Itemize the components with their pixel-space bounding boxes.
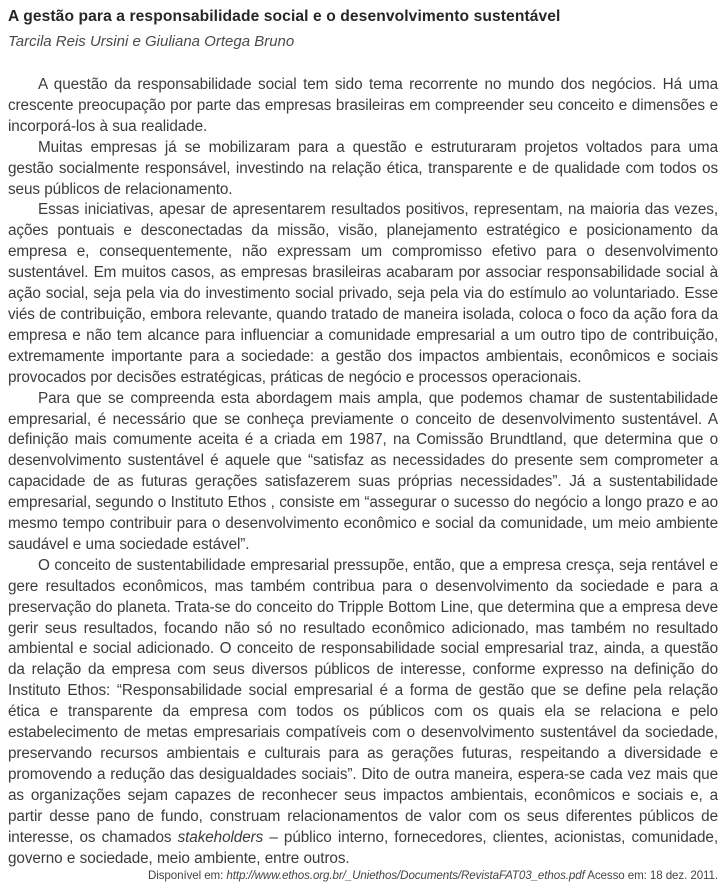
- source-label: Disponível em:: [147, 869, 227, 883]
- authors-line: Tarcila Reis Ursini e Giuliana Ortega Bruno: [8, 33, 295, 50]
- paragraph-4: Para que se compreenda esta abordagem mais ampla, que podemos chamar de sustentabilidade empresarial, é necessário que se conheça previamente o conceito de desenvolvimento sustentável. A definição mais comumente aceita é a criada em 1987, na Comissão Brundtland, que determina que o desenvolvimento sustentável é aquele que “satisfaz as necessidades do presente sem comprometer a capacidade de as futuras gerações satisfazerem suas próprias necessidades”. Já a sustentabilidade empresarial, segundo o Instituto Ethos , consiste em “assegurar o sucesso do negócio a longo prazo e ao mesmo tempo contribuir para o desenvolvimento econômico e social da comunidade, um meio ambiente saudável e uma sociedade estável”.: [8, 389, 718, 553]
- access-date: Acesso em: 18 dez. 2011.: [584, 869, 718, 883]
- source-url: http://www.ethos.org.br/_Uniethos/Documents/RevistaFAT03_ethos.pdf: [226, 869, 585, 883]
- stakeholders-term: stakeholders: [177, 828, 264, 846]
- paragraph-2: Muitas empresas já se mobilizaram para a questão e estruturaram projetos voltados para uma gestão socialmente responsável, investindo na relação ética, transparente e de qualidade com todos os seus públicos de relacionamento.: [8, 138, 718, 198]
- paragraph-5-text-end: – público interno, fornecedores, clientes, acionistas, comunidade, governo e sociedade, meio ambiente, entre outros.: [8, 828, 718, 867]
- article-body: [8, 75, 718, 869]
- source-line: [8, 869, 718, 886]
- paragraph-3: Essas iniciativas, apesar de apresentarem resultados positivos, representam, na maioria das vezes, ações pontuais e desconectadas da missão, visão, planejamento estratégico e posicionamento da empresa e, consequentemente, não expressam um compromisso efetivo para o desenvolvimento sustentável. Em muitos casos, as empresas brasileiras acabaram por associar responsabilidade social à ação social, seja pela via do investimento social privado, seja pela via do estímulo ao voluntariado. Esse viés de contribuição, embora relevante, quando tratado de maneira isolada, coloca o foco da ação fora da empresa e não tem alcance para influenciar a comunidade empresarial a um outro tipo de contribuição, extremamente importante para a sociedade: a gestão dos impactos ambientais, econômicos e sociais provocados por decisões estratégicas, práticas de negócio e processos operacionais.: [8, 201, 718, 386]
- paragraph-1: A questão da responsabilidade social tem sido tema recorrente no mundo dos negócios. Há uma crescente preocupação por parte das empresas brasileiras em compreender seu conceito e dimensões e incorporá-los à sua realidade.: [8, 76, 718, 135]
- page-title: A gestão para a responsabilidade social e o desenvolvimento sustentável: [8, 8, 561, 25]
- paragraph-5: [8, 556, 718, 870]
- paragraph-5-text: O conceito de sustentabilidade empresarial pressupõe, então, que a empresa cresça, seja rentável e gere resultados econômicos, mas também contribua para o desenvolvimento da sociedade e para a preservação do planeta. Trata-se do conceito do Tripple Bottom Line, que determina que a empresa deve gerir seus resultados, focando não só no resultado econômico adicionado, mas também no resultado ambiental e social adicionado. O conceito de responsabilidade social empresarial traz, ainda, a questão da relação da empresa com seus diversos públicos de interesse, conforme expresso na definição do Instituto Ethos: “Responsabilidade social empresarial é a forma de gestão que se define pela relação ética e transparente da empresa com todos os públicos com os quais ela se relaciona e pelo estabelecimento de metas empresariais compatíveis com o desenvolvimento sustentável da sociedade, preservando recursos ambientais e culturais para as gerações futuras, respeitando a diversidade e promovendo a redução das desigualdades sociais”. Dito de outra maneira, espera-se cada vez mais que as organizações sejam capazes de reconhecer seus impactos ambientais, econômicos e sociais e, a partir desse pano de fundo, construam relacionamentos de valor com os seus diferentes públicos de interesse, os chamados: [8, 556, 718, 846]
